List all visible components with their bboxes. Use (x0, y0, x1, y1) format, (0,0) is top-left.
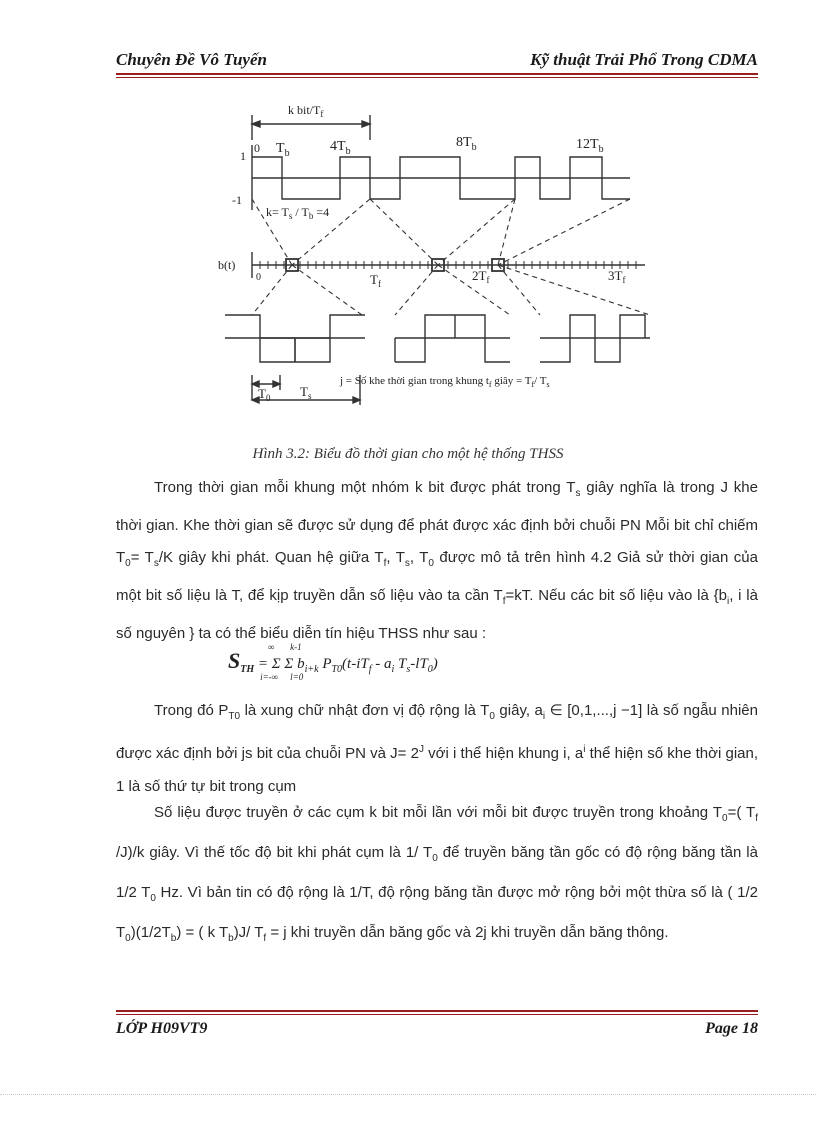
label-Ts: $T_s$ (300, 384, 312, 401)
label-4tb: $4T_b$ (330, 139, 351, 157)
page-header (116, 48, 758, 72)
page-footer (116, 1020, 758, 1044)
label-2tf: $2T_f$ (472, 268, 490, 285)
burst-expanded-3 (540, 315, 650, 362)
header-rule-thin (116, 77, 758, 78)
paragraph-1: Trong thời gian mỗi khung một nhóm k bit được phát trong $T_s$ giây nghĩa là trong J khe thời gian. Khe thời gian sẽ được sử dụng để phát được xác định bởi chuỗi PN Mỗi bit chỉ chiếm $T_0= T_s/K$ giây khi phát. Quan hệ giữa $T_f$, $T_s$, $T_0$ được mô tả trên hình 4.2 Giả sử thời gian của một bit số liệu là T, để kịp truyền dẫn số liệu vào ta cần $T_f=kT$. Nếu các bit số liệu vào là {$b_i$, i là số nguyên } ta có thể biểu diễn tín hiệu THSS như sau : (116, 479, 758, 642)
label-k-ratio: $k= T_s / T_b =4$ (266, 205, 330, 221)
label-3tf: $3T_f$ (608, 268, 626, 285)
footer-rule-thin (116, 1014, 758, 1015)
label-8tb: $8T_b$ (456, 135, 477, 153)
label-b0: 0 (256, 272, 261, 283)
header-left-title: Chuyên Đề Vô Tuyến (116, 50, 267, 69)
label-T0: $T_0$ (258, 386, 271, 403)
label-kbit: k bit/$T_f$ (288, 103, 324, 119)
burst-expanded-1 (225, 315, 365, 362)
footer-rule (116, 1010, 758, 1012)
thss-timing-diagram (210, 100, 650, 405)
footer-class-label: LỚP H09VT9 (116, 1020, 208, 1037)
paragraph-3: Số liệu được truyền ở các cụm k bit mỗi lần với mỗi bit được truyền trong khoảng $T_0=$( $T_f$ /J)/k giây. Vì thế tốc độ bit khi phát cụm là 1/ $T_0$ để truyền băng tần gốc có độ rộng băng tần là 1/2 $T_0$ Hz. Vì bản tin có độ rộng là 1/T, độ rộng băng tần được mở rộng bởi một thừa số là ( 1/2 $T_0)(1/2T_b)$ = ( k $T_b)J/$ $T_f = j$ khi truyền dẫn băng gốc và 2j khi truyền dẫn băng thông. (116, 804, 758, 944)
label-tb: $T_b$ (276, 141, 290, 159)
header-right-title: Kỹ thuật Trải Phổ Trong CDMA (530, 50, 758, 69)
footer-page-number: Page 18 (705, 1020, 758, 1037)
label-bt: b(t) (218, 258, 236, 272)
label-minus-one: -1 (232, 193, 242, 207)
paragraph-2: Trong đó $P_{T0}$ là xung chữ nhật đơn vị độ rộng là $T_0$ giây, $a_i$ ∈ [0,1,...,j −1] là số ngẫu nhiên được xác định bởi js bit của chuỗi PN và $J= 2^J$ với i thể hiện khung i, $a^i$ thể hiện số khe thời gian, 1 là số thứ tự bit trong cụm (116, 702, 759, 795)
label-j-definition: j = Số khe thời gian trong khung $t_f$ giây = $T_f/$ $T_s$ (340, 375, 550, 389)
kbit-arrowhead-right (362, 121, 370, 127)
header-rule (116, 73, 758, 75)
page-bottom-dotted-line (0, 1094, 816, 1095)
thss-equation: $S_{TH} = \Sigma$ Σ b ∞ i=-∞ k-1 l=0 $_{i+k}$ $P_{T0}(t-iT_f - a_i$ $T_s-lT_0$) (228, 642, 438, 682)
label-tf: $T_f$ (370, 272, 381, 289)
burst-expanded-2 (395, 315, 510, 362)
kbit-arrowhead-left (252, 121, 260, 127)
label-12tb: $12T_b$ (576, 137, 604, 155)
label-t0: 0 (254, 141, 260, 155)
label-one: 1 (240, 149, 246, 163)
figure-caption: Hình 3.2: Biểu đồ thời gian cho một hệ thống THSS (252, 446, 564, 462)
